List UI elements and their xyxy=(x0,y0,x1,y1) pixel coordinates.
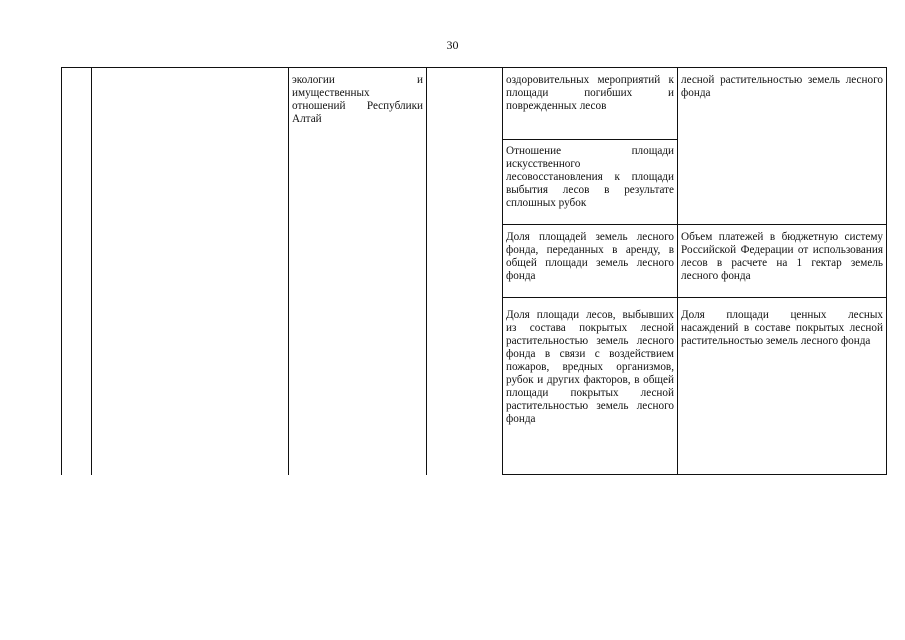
table-row-line xyxy=(502,139,678,140)
table-row-line xyxy=(502,224,887,225)
table-cell-indicator: оздоровительных мероприятий к площади погибших и поврежденных лесов xyxy=(506,74,674,112)
table-col-line xyxy=(886,67,887,475)
table-cell-indicator-2: Объем платежей в бюджетную систему Российской Федерации от использования лесов в расчете на 1 гектар земель лесного фонда xyxy=(681,231,883,282)
table-cell-indicator-2: Доля площади ценных лесных насаждений в составе покрытых лесной растительностью земель лесного фонда xyxy=(681,309,883,347)
table-top-border xyxy=(61,67,887,68)
table-col-line xyxy=(502,67,503,475)
table-col-line xyxy=(61,67,62,475)
table-col-line xyxy=(288,67,289,475)
table-col-line xyxy=(91,67,92,475)
table-cell-responsible: экологии и имущественных отношений Республики Алтай xyxy=(292,74,423,125)
table-cell-indicator-2: лесной растительностью земель лесного фонда xyxy=(681,74,883,99)
table-cell-indicator: Доля площадей земель лесного фонда, переданных в аренду, в общей площади земель лесного фонда xyxy=(506,231,674,282)
table-cell-indicator: Доля площади лесов, выбывших из состава покрытых лесной растительностью земель лесного фонда в связи с воздействием пожаров, вредных организмов, рубок и других факторов, в общей площади покрытых лесной растительностью земель лесного фонда xyxy=(506,309,674,425)
table-row-line xyxy=(502,297,887,298)
table-row-line xyxy=(502,474,887,475)
table-col-line xyxy=(426,67,427,475)
page-number: 30 xyxy=(446,38,459,52)
table-cell-indicator: Отношение площади искусственного лесовосстановления к площади выбытия лесов в результате сплошных рубок xyxy=(506,145,674,209)
table-col-line xyxy=(677,67,678,475)
